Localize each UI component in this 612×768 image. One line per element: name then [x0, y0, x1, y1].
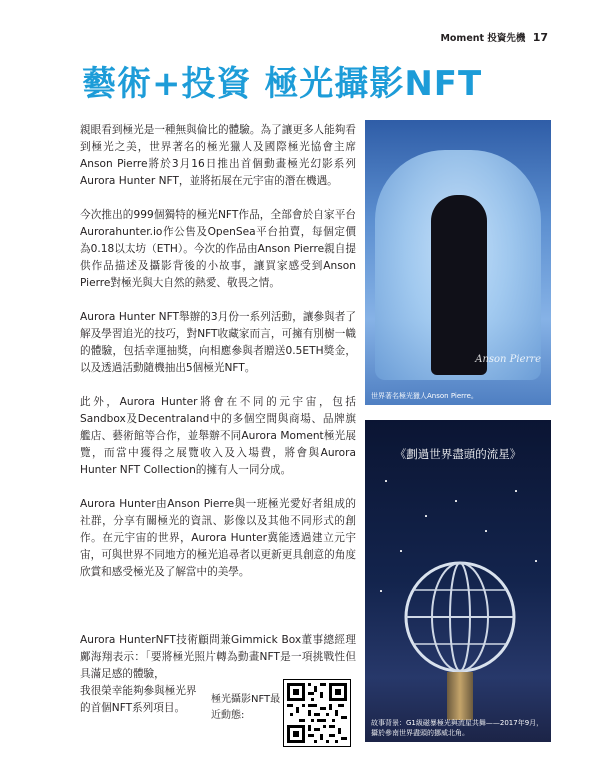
qr-code[interactable] [283, 679, 351, 747]
photo-anson-pierre [365, 120, 551, 405]
paragraph: Aurora Hunter由Anson Pierre與一班極光愛好者組成的社群，分享有關極光的資訊、影像以及其他不同形式的創作。在元宇宙的世界，Aurora Hunter冀能透過建立元宇宙，可與世界不同地方的極光追尋者以更新更具創意的角度欣賞和感受極光及了解當中的美學。 [80, 498, 356, 578]
qr-label: 極光攝影NFT最近動態: [211, 694, 281, 721]
globe-stand [447, 672, 473, 720]
photo-caption: 故事背景：G1級磁暴極光與流星共舞——2017年9月，攝於參南世界盡頭的挪威北角。 [371, 719, 544, 737]
closing-tail: 我很榮幸能夠參與極光界的首個NFT系列項目。 [80, 685, 197, 714]
article-title: 藝術+投資 極光攝影NFT [82, 64, 483, 104]
article-body [80, 122, 356, 598]
page-number: 17 [532, 31, 548, 44]
paragraph: 親眼看到極光是一種無與倫比的體驗。為了讓更多人能夠看到極光之美，世界著名的極光獵人及國際極光協會主席Anson Pierre將於3月16日推出首個動畫極光幻影系列Aurora Hunter NFT，並將拓展在元宇宙的潛在機遇。 [80, 124, 356, 187]
photo-caption: 世界著名極光獵人Anson Pierre。 [371, 392, 478, 400]
paragraph: 今次推出的999個獨特的極光NFT作品，全部會於自家平台Aurorahunter.io作公售及OpenSea平台拍賣，每個定價為0.18以太坊（ETH）。今次的作品由Anson Pierre親自提供作品描述及攝影背後的小故事，讓買家感受到Anson Pierre對極光與大自然的熱愛、敬畏之情。 [80, 209, 356, 289]
photo-title: 《劃過世界盡頭的流星》 [394, 447, 522, 461]
paragraph: Aurora Hunter NFT舉辦的3月份一系列活動，讓參與者了解及學習追光的技巧，對NFT收藏家而言，可擁有別樹一幟的體驗，包括幸運抽獎，向相應參與者贈送0.5ETH獎金，以及透過活動隨機抽出5個極光NFT。 [80, 311, 356, 374]
person-figure [431, 195, 487, 375]
globe-monument-icon [401, 558, 519, 676]
qr-code-icon [284, 680, 350, 746]
photo-meteor [365, 420, 551, 742]
running-header [440, 30, 548, 44]
photographer-signature: Anson Pierre [475, 354, 541, 365]
paragraph: 此外，Aurora Hunter將會在不同的元宇宙，包括Sandbox及Decentraland中的多個空間與商場、品牌旗艦店、藝術館等合作，並舉辦不同Aurora Moment極光展覽，而當中獲得之展覽收入及入場費，將會與Aurora Hunter NFT Collection的擁有人一同分成。 [80, 396, 356, 476]
magazine-name: Moment 投資先機 [440, 33, 526, 44]
closing-lead: Aurora HunterNFT技術顧問兼Gimmick Box董事總經理鄺海翔表示：「要將極光照片轉為動畫NFT是一項挑戰性但具滿足感的體驗， [80, 634, 356, 680]
